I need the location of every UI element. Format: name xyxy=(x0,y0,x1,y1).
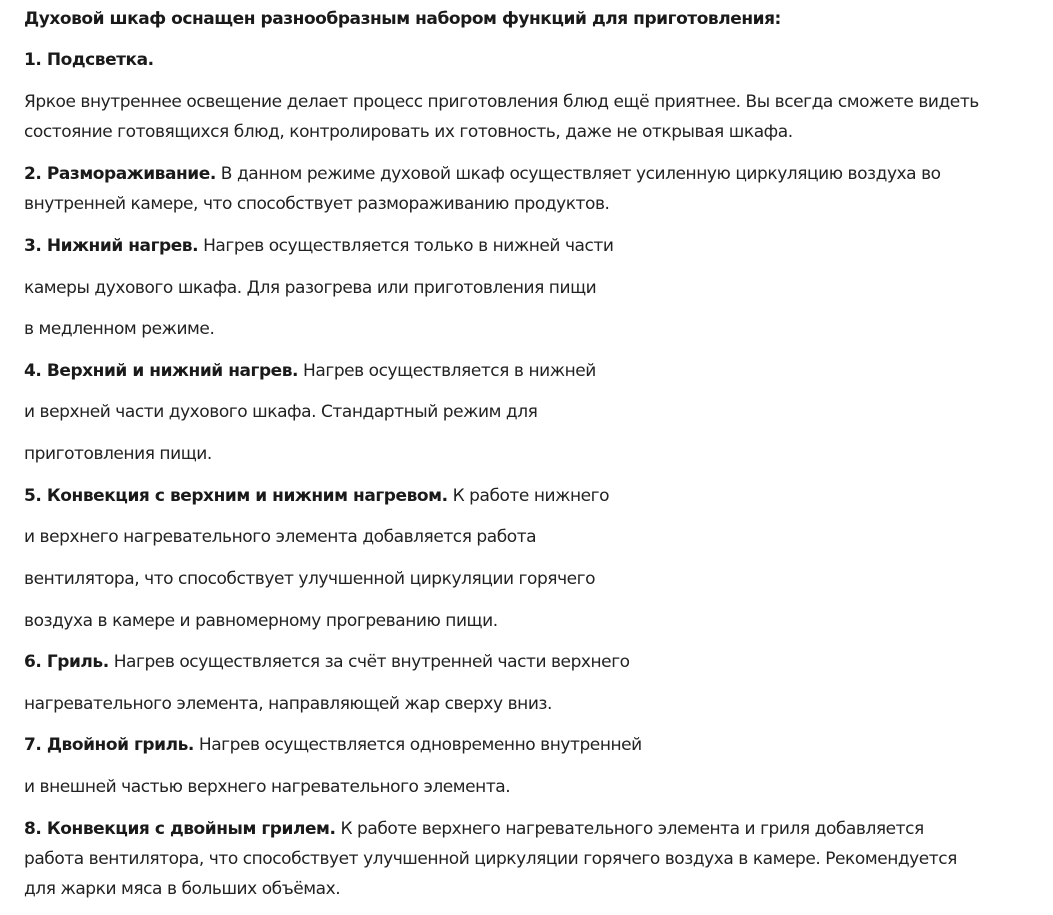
section-6-line-1 xyxy=(24,651,630,673)
article-heading: Духовой шкаф оснащен разнообразным набором функций для приготовления: xyxy=(24,9,781,29)
section-8-title: 8. Конвекция с двойным грилем. xyxy=(24,819,336,839)
section-1-line-1: Яркое внутреннее освещение делает процесс приготовления блюд ещё приятнее. Вы всегда сможете видеть xyxy=(24,92,979,112)
section-5-text: К работе нижнего xyxy=(447,486,610,506)
section-3-text: Нагрев осуществляется только в нижней части xyxy=(198,236,614,256)
section-6-text: Нагрев осуществляется за счёт внутренней части верхнего xyxy=(108,652,630,672)
section-1-line-2: состояние готовящихся блюд, контролировать их готовность, даже не открывая шкафа. xyxy=(24,122,793,142)
section-5-line-3: вентилятора, что способствует улучшенной циркуляции горячего xyxy=(24,569,596,589)
section-4-title: 4. Верхний и нижний нагрев. xyxy=(24,361,299,381)
section-5-line-2: и верхнего нагревательного элемента добавляется работа xyxy=(24,527,537,547)
section-3-line-3: в медленном режиме. xyxy=(24,319,215,339)
section-6-line-2: нагревательного элемента, направляющей жар сверху вниз. xyxy=(24,694,552,714)
section-7-line-2: и внешней частью верхнего нагревательного элемента. xyxy=(24,777,511,797)
section-5-line-1 xyxy=(24,485,609,507)
section-2-line-2: внутренней камере, что способствует размораживанию продуктов. xyxy=(24,194,610,214)
section-5-line-4: воздуха в камере и равномерному прогреванию пищи. xyxy=(24,611,498,631)
section-7-text: Нагрев осуществляется одновременно внутренней xyxy=(193,735,642,755)
section-4-text: Нагрев осуществляется в нижней xyxy=(298,361,596,381)
section-8-line-3: для жарки мяса в больших объёмах. xyxy=(24,879,341,899)
section-4-line-1 xyxy=(24,360,596,382)
section-2-line-1 xyxy=(24,163,941,185)
section-7-title: 7. Двойной гриль. xyxy=(24,735,194,755)
section-4-line-3: приготовления пищи. xyxy=(24,444,212,464)
section-2-title: 2. Размораживание. xyxy=(24,164,216,184)
section-7-line-1 xyxy=(24,734,642,756)
section-8-line-2: работа вентилятора, что способствует улучшенной циркуляции горячего воздуха в камере. Рекомендуется xyxy=(24,849,957,869)
section-4-line-2: и верхней части духового шкафа. Стандартный режим для xyxy=(24,402,538,422)
section-2-text: В данном режиме духовой шкаф осуществляет усиленную циркуляцию воздуха во xyxy=(215,164,941,184)
section-8-text: К работе верхнего нагревательного элемента и гриля добавляется xyxy=(335,819,924,839)
section-5-title: 5. Конвекция с верхним и нижним нагревом. xyxy=(24,486,448,506)
section-6-title: 6. Гриль. xyxy=(24,652,109,672)
section-3-line-1 xyxy=(24,235,613,257)
section-3-line-2: камеры духового шкафа. Для разогрева или приготовления пищи xyxy=(24,278,597,298)
section-8-line-1 xyxy=(24,818,924,840)
section-3-title: 3. Нижний нагрев. xyxy=(24,236,199,256)
section-1-title: 1. Подсветка. xyxy=(24,50,154,70)
